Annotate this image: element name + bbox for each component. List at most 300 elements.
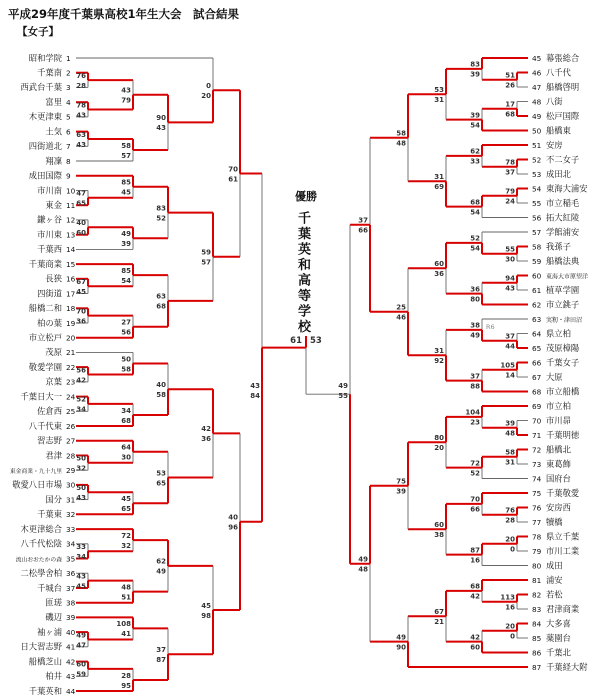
- team-label: 千葉商業: [28, 258, 62, 269]
- team-seed: 41: [66, 642, 76, 652]
- team-seed: 14: [66, 245, 76, 255]
- score-top: 76: [505, 506, 515, 515]
- score-top: 49: [121, 230, 131, 239]
- score-top: 80: [434, 434, 444, 443]
- score-top: 60: [434, 521, 444, 529]
- team-label: 二松學舍柏: [20, 568, 62, 578]
- score-top: 58: [121, 141, 131, 150]
- team-label: 不二女子: [546, 154, 580, 165]
- team-label: 国分: [45, 494, 62, 505]
- score-bottom: 31: [434, 96, 444, 104]
- score-bottom: 55: [338, 392, 348, 400]
- team-label: 東海大浦安: [546, 183, 588, 194]
- team-label: 船橋北: [546, 444, 571, 455]
- team-label: 船橋二和: [28, 303, 62, 314]
- score-bottom: 43: [156, 124, 166, 133]
- team-seed: 9: [66, 171, 71, 181]
- score-bottom: 88: [470, 382, 480, 391]
- score-bottom: 49: [470, 331, 480, 340]
- score-top: 37: [156, 646, 166, 654]
- score-bottom: 30: [505, 255, 515, 264]
- team-label: 木更津東: [28, 111, 62, 122]
- team-seed: 71: [532, 430, 542, 440]
- score-top: 104: [465, 408, 480, 417]
- team-seed: 64: [532, 329, 542, 339]
- score-top: 51: [505, 71, 515, 80]
- score-top: 60: [76, 660, 86, 669]
- team-label: 京葉: [45, 376, 62, 387]
- team-label: 流山おおたかの森: [15, 557, 62, 564]
- score-bottom: 36: [76, 317, 86, 326]
- score-bottom: 14: [505, 371, 515, 380]
- team-label: 西武台千葉: [20, 82, 62, 93]
- score-bottom: 42: [470, 592, 480, 601]
- score-top: 34: [121, 406, 131, 415]
- team-seed: 48: [532, 97, 542, 107]
- score-bottom: 39: [121, 240, 131, 249]
- score-bottom: 65: [121, 505, 131, 514]
- team-seed: 44: [66, 686, 76, 696]
- score-top: 49: [396, 633, 406, 642]
- score-top: 48: [121, 583, 131, 592]
- team-label: 土気: [45, 126, 62, 137]
- team-seed: 37: [66, 583, 76, 593]
- team-seed: 17: [66, 289, 76, 299]
- score-bottom: 68: [156, 302, 166, 311]
- score-top: 20: [505, 535, 515, 544]
- score-bottom: 60: [76, 229, 86, 238]
- team-seed: 83: [532, 604, 542, 614]
- team-label: 君津: [45, 450, 62, 461]
- team-seed: 20: [66, 333, 76, 343]
- score-bottom: 43: [76, 140, 86, 149]
- team-label: 柏の葉: [37, 317, 62, 328]
- score-bottom: 59: [76, 670, 86, 679]
- team-label: 薬園台: [546, 632, 571, 643]
- team-label: 成田北: [546, 168, 571, 179]
- score-bottom: 36: [434, 270, 444, 279]
- score-bottom: 84: [250, 392, 260, 400]
- score-top: 94: [505, 274, 515, 283]
- page-title: 平成29年度千葉県高校1年生大会 試合結果: [8, 7, 240, 21]
- score-bottom: 0: [510, 545, 515, 554]
- team-seed: 45: [532, 53, 542, 63]
- team-seed: 70: [532, 416, 542, 426]
- score-bottom: 65: [156, 479, 166, 488]
- team-seed: 57: [532, 227, 542, 237]
- score-bottom: 79: [121, 96, 131, 105]
- team-label: 八千代松陰: [20, 538, 62, 549]
- score-top: 70: [228, 165, 238, 174]
- team-seed: 26: [66, 421, 76, 431]
- score-bottom: 90: [396, 643, 406, 652]
- score-bottom: 44: [505, 342, 515, 351]
- team-label: 千葉日大一: [20, 391, 62, 402]
- score-bottom: 54: [470, 208, 480, 217]
- score-bottom: 39: [396, 487, 406, 496]
- score-top: 43: [121, 86, 131, 95]
- score-bottom: 49: [156, 567, 166, 576]
- team-seed: 29: [66, 466, 76, 475]
- team-seed: 1: [66, 53, 71, 63]
- team-label: 市川昴: [546, 415, 571, 426]
- score-top: 62: [156, 557, 166, 566]
- score-top: 76: [76, 71, 86, 80]
- team-seed: 12: [66, 215, 76, 225]
- score-top: 45: [121, 495, 131, 504]
- score-top: 52: [470, 234, 480, 243]
- team-label: 船橋法典: [546, 255, 580, 266]
- team-label: 若松: [546, 589, 563, 600]
- team-seed: 10: [66, 186, 76, 196]
- score-top: 42: [201, 425, 211, 434]
- score-top: 37: [470, 372, 480, 381]
- score-top: 59: [201, 248, 211, 257]
- team-seed: 69: [532, 401, 542, 411]
- team-label: 匝瑳: [45, 597, 62, 608]
- score-bottom: 98: [201, 611, 211, 620]
- score-bottom: 65: [76, 199, 86, 208]
- score-top: 39: [470, 111, 480, 120]
- team-label: 富里: [45, 97, 62, 107]
- team-label: 植草学園: [546, 284, 580, 295]
- score-top: 43: [250, 382, 260, 390]
- score-top: 58: [396, 129, 406, 138]
- score-bottom: 16: [505, 603, 515, 612]
- score-bottom: 28: [505, 516, 515, 525]
- score-bottom: 31: [505, 458, 515, 467]
- score-top: 37: [358, 216, 368, 225]
- team-seed: 25: [66, 407, 76, 417]
- score-top: 79: [505, 187, 515, 196]
- team-label: 安房西: [546, 502, 571, 513]
- score-top: 49: [358, 555, 368, 564]
- score-top: 0: [206, 82, 211, 90]
- score-top: 67: [434, 608, 444, 616]
- score-bottom: 58: [121, 365, 131, 374]
- score-bottom: 36: [201, 435, 211, 444]
- team-label: 成田国際: [28, 170, 62, 181]
- score-top: 50: [76, 484, 86, 493]
- team-label: 磯辺: [45, 612, 62, 623]
- score-bottom: 26: [505, 81, 515, 90]
- team-seed: 86: [532, 648, 542, 658]
- team-seed: 80: [532, 561, 542, 571]
- score-top: 47: [76, 189, 86, 198]
- score-bottom: 45: [121, 188, 131, 197]
- team-label: 市川南: [37, 185, 62, 196]
- team-label: 敬愛八日市場: [12, 479, 62, 490]
- score-top: 17: [505, 100, 515, 109]
- team-seed: 8: [66, 156, 71, 166]
- team-label: 八街: [546, 96, 563, 107]
- team-label: 市立柏: [546, 400, 571, 411]
- team-label: 市立稲毛: [546, 197, 580, 208]
- team-label: 長狭: [45, 273, 62, 284]
- score-bottom: 30: [121, 453, 131, 462]
- team-seed: 4: [66, 98, 71, 107]
- score-top: 68: [470, 582, 480, 591]
- score-bottom: 51: [121, 593, 131, 602]
- team-seed: 3: [66, 83, 71, 93]
- score-bottom: 54: [470, 244, 480, 253]
- score-top: 87: [470, 546, 480, 555]
- score-bottom: 43: [76, 111, 86, 120]
- team-seed: 42: [66, 657, 76, 667]
- score-bottom: 47: [76, 641, 86, 650]
- score-top: 83: [156, 204, 166, 213]
- team-seed: 49: [532, 111, 542, 121]
- team-seed: 18: [66, 304, 76, 314]
- team-seed: 65: [532, 343, 542, 353]
- team-label: 市川東: [37, 229, 62, 240]
- team-label: 市立松戸: [28, 332, 62, 343]
- team-label: 船橋芝山: [28, 656, 62, 667]
- score-top: 68: [470, 198, 480, 207]
- team-seed: 32: [66, 510, 76, 520]
- team-label: 四街道北: [28, 141, 62, 152]
- team-label: 木更津総合: [20, 523, 62, 534]
- score-top: 43: [76, 572, 86, 581]
- team-label: 千葉明徳: [546, 429, 580, 440]
- team-label: 千葉女子: [546, 357, 580, 368]
- score-top: 31: [434, 173, 444, 182]
- score-top: 72: [470, 459, 480, 468]
- team-seed: 16: [66, 274, 76, 284]
- score-bottom: 28: [76, 81, 86, 90]
- team-label: 船橋東: [546, 125, 571, 136]
- score-top: 36: [470, 285, 480, 294]
- team-seed: 74: [532, 474, 542, 484]
- score-top: 60: [434, 260, 444, 269]
- score-top: 50: [121, 355, 131, 364]
- score-top: 27: [121, 318, 131, 327]
- team-seed: 30: [66, 480, 76, 490]
- score-bottom: 69: [434, 183, 444, 192]
- team-label: 八千代: [546, 67, 571, 78]
- score-bottom: 16: [470, 556, 480, 565]
- team-label: 実籾・津田沼: [546, 316, 583, 324]
- team-label: 安房: [546, 139, 563, 150]
- score-bottom: 48: [505, 429, 515, 438]
- score-bottom: 37: [505, 168, 515, 177]
- team-label: 翔凜: [45, 155, 62, 166]
- team-label: 柏井: [45, 671, 62, 682]
- score-bottom: 43: [505, 284, 515, 293]
- score-top: 90: [156, 114, 166, 123]
- score-bottom: 48: [358, 565, 368, 574]
- score-top: 40: [76, 219, 86, 228]
- team-label: 県立千葉: [546, 531, 580, 542]
- score-top: 63: [156, 292, 166, 301]
- team-label: 四街道: [37, 288, 62, 299]
- team-label: 犢橋: [546, 516, 563, 527]
- team-label: 昭和学院: [28, 52, 62, 63]
- team-seed: 63: [532, 314, 542, 324]
- team-seed: 84: [532, 619, 542, 629]
- team-seed: 40: [66, 627, 76, 637]
- score-bottom: 56: [121, 328, 131, 337]
- score-top: 70: [76, 307, 86, 316]
- team-seed: 52: [532, 155, 542, 165]
- team-label: 東海大市原望洋: [546, 273, 589, 281]
- team-seed: 85: [532, 633, 542, 643]
- team-label: 千葉東: [37, 509, 62, 520]
- score-top: 56: [76, 366, 86, 375]
- team-seed: 73: [532, 459, 542, 469]
- score-bottom: 52: [470, 469, 480, 478]
- team-seed: 81: [532, 575, 542, 585]
- team-label: 成田: [546, 560, 563, 571]
- team-seed: 35: [66, 554, 76, 564]
- team-label: 浦安: [546, 574, 563, 585]
- team-seed: 50: [532, 126, 542, 136]
- team-seed: 19: [66, 318, 76, 328]
- score-bottom: 87: [156, 656, 166, 664]
- score-top: 105: [500, 361, 515, 370]
- team-seed: 79: [532, 546, 542, 556]
- team-label: 拓大紅陵: [546, 212, 580, 223]
- team-label: 千葉英和: [28, 685, 62, 696]
- score-top: 64: [121, 443, 131, 452]
- score-bottom: 38: [434, 531, 444, 539]
- score-bottom: 20: [434, 444, 444, 453]
- score-top: 62: [470, 147, 480, 156]
- team-label: 八千代東: [28, 420, 62, 431]
- score-top: 78: [76, 101, 86, 110]
- score-top: 75: [396, 477, 406, 486]
- score-top: 45: [201, 601, 211, 610]
- score-top: 42: [470, 633, 480, 642]
- score-top: 63: [76, 130, 86, 139]
- score-top: 85: [121, 266, 131, 275]
- team-seed: 68: [532, 387, 542, 397]
- score-bottom: 92: [434, 357, 444, 366]
- score-top: 83: [470, 60, 480, 69]
- team-seed: 82: [532, 590, 542, 600]
- champion-name: 千葉英和高等学校: [295, 211, 310, 335]
- team-label: 敬愛学園: [28, 361, 62, 372]
- score-top: 40: [156, 381, 166, 389]
- score-top: 113: [500, 593, 515, 602]
- team-seed: 33: [66, 524, 76, 534]
- team-seed: 67: [532, 372, 542, 382]
- score-bottom: 80: [470, 295, 480, 304]
- team-label: 千葉南: [37, 67, 62, 78]
- score-bottom: 34: [76, 553, 86, 561]
- team-label: 市立銚子: [546, 299, 580, 310]
- score-bottom: 95: [121, 681, 131, 690]
- team-seed: 87: [532, 662, 542, 672]
- score-bottom: 32: [121, 541, 131, 550]
- team-seed: 34: [66, 539, 76, 549]
- team-seed: 31: [66, 495, 76, 505]
- team-label: 千葉西: [37, 244, 62, 255]
- score-top: 85: [121, 178, 131, 187]
- score-top: 50: [76, 454, 86, 463]
- team-seed: 21: [66, 348, 76, 358]
- score-bottom: 58: [156, 391, 166, 399]
- team-label: 県立柏: [546, 328, 571, 339]
- team-label: 千葉経大附: [546, 661, 588, 672]
- score-top: 39: [505, 419, 515, 428]
- team-seed: 60: [532, 271, 542, 281]
- score-top: 70: [470, 495, 480, 504]
- score-top: 52: [76, 395, 86, 404]
- score-bottom: 42: [76, 376, 86, 385]
- score-top: 25: [396, 303, 406, 312]
- team-seed: 62: [532, 300, 542, 310]
- team-label: 鎌ヶ谷: [37, 214, 62, 225]
- score-bottom: 20: [201, 92, 211, 100]
- score-bottom: 34: [76, 405, 86, 414]
- team-label: 千葉北: [546, 647, 571, 658]
- team-label: 東金商業・九十九里: [9, 469, 62, 475]
- score-bottom: 57: [121, 151, 131, 160]
- team-seed: 58: [532, 242, 542, 252]
- score-bottom: 0: [510, 632, 515, 641]
- team-label: 千葉敬愛: [546, 487, 580, 498]
- team-seed: 47: [532, 82, 542, 92]
- score-top: 58: [505, 448, 515, 457]
- score-bottom: 23: [470, 418, 480, 427]
- team-seed: 11: [66, 201, 76, 210]
- score-top: 67: [76, 278, 86, 286]
- score-bottom: 52: [156, 214, 166, 223]
- team-seed: 5: [66, 112, 71, 122]
- team-seed: 55: [532, 198, 542, 208]
- score-top: 37: [505, 332, 515, 341]
- team-label: 茂原: [45, 347, 62, 358]
- team-label: 国府台: [546, 473, 571, 484]
- team-seed: 54: [532, 184, 542, 194]
- score-bottom: 61: [228, 175, 238, 184]
- team-seed: 13: [66, 230, 76, 240]
- score-bottom: 48: [396, 139, 406, 148]
- team-label: 日大習志野: [20, 641, 62, 652]
- score-bottom: 43: [76, 494, 86, 503]
- team-label: 袖ヶ浦: [37, 626, 62, 637]
- final-score-left: 61: [290, 336, 302, 346]
- team-label: 佐倉西: [37, 406, 62, 417]
- team-seed: 53: [532, 169, 542, 179]
- score-bottom: 45: [76, 582, 86, 591]
- team-label: 君津商業: [546, 603, 580, 614]
- team-seed: 43: [66, 672, 76, 682]
- team-seed: 7: [66, 142, 71, 152]
- score-bottom: 41: [121, 630, 131, 639]
- score-bottom: 33: [470, 157, 480, 166]
- score-bottom: 39: [470, 70, 480, 79]
- team-seed: 61: [532, 285, 542, 295]
- team-seed: 23: [66, 377, 76, 387]
- score-top: 31: [434, 347, 444, 356]
- team-label: 大多喜: [546, 618, 571, 629]
- team-seed: 6: [66, 127, 71, 137]
- score-bottom: 57: [201, 258, 211, 267]
- team-label: 千城台: [37, 582, 62, 593]
- team-seed: 78: [532, 532, 542, 542]
- team-seed: 27: [66, 436, 76, 446]
- score-top: 108: [116, 620, 131, 629]
- team-seed: 46: [532, 68, 542, 78]
- team-label: 茂原樟陽: [546, 342, 580, 353]
- score-bottom: 96: [228, 523, 238, 532]
- score-bottom: 54: [121, 276, 131, 285]
- team-seed: 38: [66, 598, 76, 608]
- score-top: 20: [505, 622, 515, 631]
- team-seed: 72: [532, 445, 542, 455]
